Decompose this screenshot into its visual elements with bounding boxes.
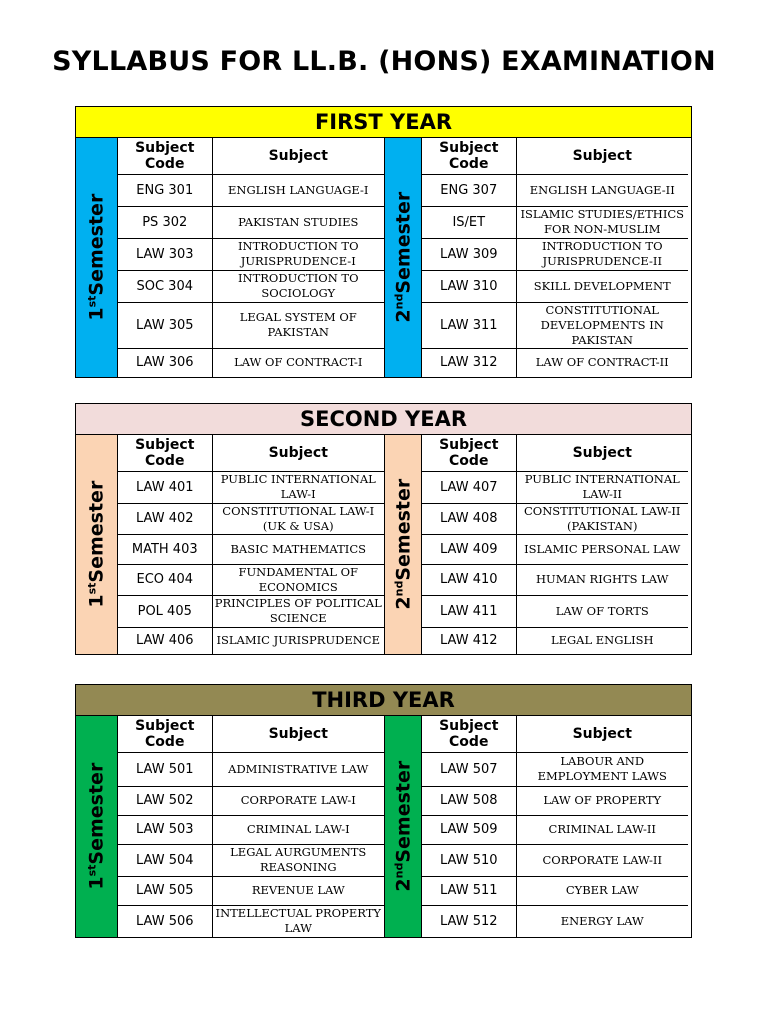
semester-number: 2 [392, 878, 415, 892]
table-row [118, 534, 384, 564]
table-row [422, 174, 688, 206]
table-header-row [118, 435, 384, 471]
table-row [422, 752, 688, 786]
semester-number: 1 [85, 594, 108, 608]
year-title: THIRD YEAR [76, 685, 691, 716]
subject-code: LAW 309 [422, 238, 516, 270]
year-block [75, 106, 692, 378]
subject-name: ADMINISTRATIVE LAW [212, 752, 384, 786]
table-row [422, 238, 688, 270]
table-row [118, 503, 384, 534]
table-row [422, 905, 688, 937]
subject-code: ENG 307 [422, 174, 516, 206]
subject-name: REVENUE LAW [212, 876, 384, 905]
header-subject-code: Subject Code [422, 716, 516, 752]
table-row [422, 348, 688, 377]
semester-row [76, 138, 691, 377]
subject-name: LAW OF PROPERTY [516, 786, 688, 815]
subject-name: INTELLECTUAL PROPERTY LAW [212, 905, 384, 937]
semester-ordinal-suffix: nd [391, 580, 405, 597]
header-subject-code: Subject Code [118, 716, 212, 752]
subject-code: POL 405 [118, 595, 212, 627]
table-row [118, 627, 384, 654]
table-row [422, 595, 688, 627]
table-row [118, 876, 384, 905]
subject-code: LAW 505 [118, 876, 212, 905]
header-subject-code: Subject Code [422, 138, 516, 174]
table-row [422, 206, 688, 238]
subject-code: LAW 402 [118, 503, 212, 534]
subject-code: SOC 304 [118, 270, 212, 302]
header-subject-code: Subject Code [118, 435, 212, 471]
semester-label [384, 435, 422, 654]
semester-ordinal-suffix: st [85, 864, 99, 877]
table-row [422, 302, 688, 348]
table-row [422, 534, 688, 564]
table-row [422, 786, 688, 815]
semester-ordinal-suffix: st [85, 582, 99, 595]
subject-table [422, 716, 688, 937]
subject-name: LAW OF CONTRACT-II [516, 348, 688, 377]
subject-name: CORPORATE LAW-I [212, 786, 384, 815]
semester-label-text [392, 192, 414, 323]
subject-code: LAW 306 [118, 348, 212, 377]
subject-name: LABOUR AND EMPLOYMENT LAWS [516, 752, 688, 786]
semester-word: Semester [85, 194, 108, 296]
subject-table [422, 435, 688, 654]
semester-label [76, 138, 118, 377]
subject-code: LAW 503 [118, 815, 212, 844]
subject-name: ENGLISH LANGUAGE-I [212, 174, 384, 206]
table-row [118, 206, 384, 238]
subject-name: INTRODUCTION TO JURISPRUDENCE-II [516, 238, 688, 270]
year-title: FIRST YEAR [76, 107, 691, 138]
subject-name: ISLAMIC JURISPRUDENCE [212, 627, 384, 654]
subject-name: LAW OF TORTS [516, 595, 688, 627]
subject-name: PAKISTAN STUDIES [212, 206, 384, 238]
header-subject: Subject [516, 435, 688, 471]
header-subject-code: Subject Code [118, 138, 212, 174]
subject-code: LAW 408 [422, 503, 516, 534]
subject-name: ISLAMIC PERSONAL LAW [516, 534, 688, 564]
subject-code: LAW 311 [422, 302, 516, 348]
semester-label-text [392, 479, 414, 610]
semester-row [76, 435, 691, 654]
subject-name: CONSTITUTIONAL LAW-I (UK & USA) [212, 503, 384, 534]
subject-code: LAW 504 [118, 844, 212, 876]
header-subject: Subject [516, 138, 688, 174]
subject-name: INTRODUCTION TO JURISPRUDENCE-I [212, 238, 384, 270]
subject-name: CONSTITUTIONAL LAW-II (PAKISTAN) [516, 503, 688, 534]
subject-name: LEGAL AURGUMENTS REASONING [212, 844, 384, 876]
subject-code: LAW 406 [118, 627, 212, 654]
table-header-row [118, 716, 384, 752]
subject-code: MATH 403 [118, 534, 212, 564]
subject-code: LAW 502 [118, 786, 212, 815]
subject-code: LAW 401 [118, 471, 212, 503]
table-row [118, 905, 384, 937]
subject-code: IS/ET [422, 206, 516, 238]
subject-code: LAW 310 [422, 270, 516, 302]
semester-number: 1 [85, 307, 108, 321]
semester-number: 2 [392, 309, 415, 323]
semester-label-text [85, 194, 107, 321]
subject-code: LAW 501 [118, 752, 212, 786]
semester-word: Semester [392, 479, 415, 581]
table-row [118, 595, 384, 627]
semester-word: Semester [85, 763, 108, 865]
year-title: SECOND YEAR [76, 404, 691, 435]
subject-code: LAW 312 [422, 348, 516, 377]
table-row [118, 270, 384, 302]
subject-table [422, 138, 688, 377]
page-title: SYLLABUS FOR LL.B. (HONS) EXAMINATION [52, 46, 716, 77]
subject-name: PUBLIC INTERNATIONAL LAW-II [516, 471, 688, 503]
subject-code: ECO 404 [118, 564, 212, 595]
table-row [422, 844, 688, 876]
year-block [75, 684, 692, 938]
subject-table [118, 716, 384, 937]
subject-code: LAW 305 [118, 302, 212, 348]
subject-code: LAW 506 [118, 905, 212, 937]
table-row [118, 844, 384, 876]
semester-label-text [392, 761, 414, 892]
subject-name: ISLAMIC STUDIES/ETHICS FOR NON-MUSLIM [516, 206, 688, 238]
subject-name: CRIMINAL LAW-II [516, 815, 688, 844]
semester-word: Semester [392, 192, 415, 294]
subject-code: PS 302 [118, 206, 212, 238]
subject-code: LAW 410 [422, 564, 516, 595]
header-subject: Subject [212, 435, 384, 471]
table-row [118, 752, 384, 786]
subject-name: PUBLIC INTERNATIONAL LAW-I [212, 471, 384, 503]
subject-name: ENGLISH LANGUAGE-II [516, 174, 688, 206]
subject-code: LAW 407 [422, 471, 516, 503]
table-row [118, 238, 384, 270]
year-block [75, 403, 692, 655]
subject-code: LAW 509 [422, 815, 516, 844]
subject-code: LAW 512 [422, 905, 516, 937]
subject-name: ENERGY LAW [516, 905, 688, 937]
subject-name: LEGAL ENGLISH [516, 627, 688, 654]
subject-code: LAW 411 [422, 595, 516, 627]
semester-label-text [85, 763, 107, 890]
table-row [422, 627, 688, 654]
semester-number: 2 [392, 596, 415, 610]
subject-code: LAW 507 [422, 752, 516, 786]
table-row [422, 471, 688, 503]
table-row [422, 564, 688, 595]
semester-ordinal-suffix: st [85, 295, 99, 308]
subject-name: CONSTITUTIONAL DEVELOPMENTS IN PAKISTAN [516, 302, 688, 348]
subject-table [118, 435, 384, 654]
semester-label [76, 435, 118, 654]
subject-name: LEGAL SYSTEM OF PAKISTAN [212, 302, 384, 348]
subject-name: FUNDAMENTAL OF ECONOMICS [212, 564, 384, 595]
subject-name: CYBER LAW [516, 876, 688, 905]
subject-name: CRIMINAL LAW-I [212, 815, 384, 844]
table-row [118, 348, 384, 377]
subject-code: LAW 511 [422, 876, 516, 905]
subject-name: SKILL DEVELOPMENT [516, 270, 688, 302]
semester-label [384, 716, 422, 937]
semester-number: 1 [85, 876, 108, 890]
semester-ordinal-suffix: nd [391, 293, 405, 310]
semester-ordinal-suffix: nd [391, 862, 405, 879]
table-header-row [422, 435, 688, 471]
table-row [118, 815, 384, 844]
semester-row [76, 716, 691, 937]
header-subject-code: Subject Code [422, 435, 516, 471]
header-subject: Subject [516, 716, 688, 752]
table-header-row [422, 716, 688, 752]
subject-code: LAW 508 [422, 786, 516, 815]
semester-label [76, 716, 118, 937]
subject-name: BASIC MATHEMATICS [212, 534, 384, 564]
semester-label [384, 138, 422, 377]
subject-code: ENG 301 [118, 174, 212, 206]
subject-name: LAW OF CONTRACT-I [212, 348, 384, 377]
table-row [118, 564, 384, 595]
subject-name: PRINCIPLES OF POLITICAL SCIENCE [212, 595, 384, 627]
table-row [422, 503, 688, 534]
table-header-row [422, 138, 688, 174]
subject-name: INTRODUCTION TO SOCIOLOGY [212, 270, 384, 302]
header-subject: Subject [212, 138, 384, 174]
subject-name: CORPORATE LAW-II [516, 844, 688, 876]
header-subject: Subject [212, 716, 384, 752]
subject-code: LAW 412 [422, 627, 516, 654]
subject-table [118, 138, 384, 377]
table-header-row [118, 138, 384, 174]
semester-label-text [85, 481, 107, 608]
subject-code: LAW 409 [422, 534, 516, 564]
table-row [422, 270, 688, 302]
semester-word: Semester [85, 481, 108, 583]
table-row [422, 876, 688, 905]
subject-code: LAW 510 [422, 844, 516, 876]
semester-word: Semester [392, 761, 415, 863]
table-row [118, 471, 384, 503]
table-row [118, 174, 384, 206]
table-row [118, 302, 384, 348]
table-row [422, 815, 688, 844]
table-row [118, 786, 384, 815]
subject-name: HUMAN RIGHTS LAW [516, 564, 688, 595]
subject-code: LAW 303 [118, 238, 212, 270]
